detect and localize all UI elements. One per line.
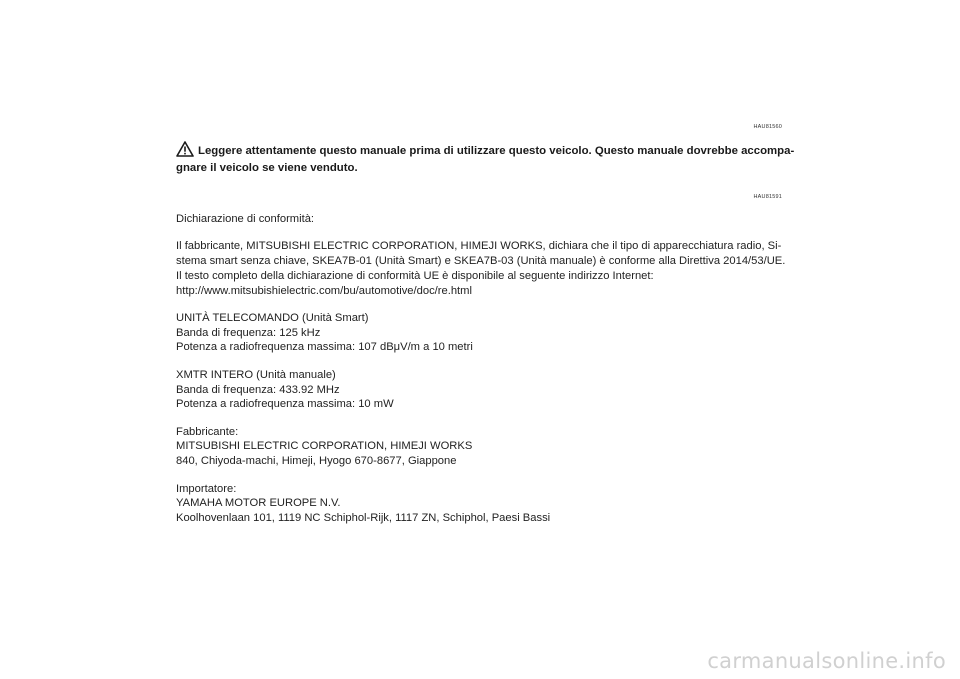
warning-line-2: gnare il veicolo se viene venduto. — [176, 162, 358, 174]
warning-text-1: Leggere attentamente questo manuale prima di utilizzare questo veicolo. Questo manuale dovrebbe accompa- — [198, 145, 795, 157]
xmtr-band: Banda di frequenza: 433.92 MHz — [176, 383, 340, 396]
section-code: HAU81591 — [753, 194, 782, 200]
section-code: HAU81560 — [753, 124, 782, 130]
importer-address: Koolhovenlaan 101, 1119 NC Schiphol-Rijk, 1117 ZN, Schiphol, Paesi Bassi — [176, 511, 551, 524]
warning-block — [176, 141, 795, 177]
importer-label: Importatore: — [176, 482, 237, 495]
watermark: carmanualsonline.info — [707, 649, 946, 673]
importer-name: YAMAHA MOTOR EUROPE N.V. — [176, 497, 341, 510]
declaration-url: http://www.mitsubishielectric.com/bu/automotive/doc/re.html — [176, 284, 472, 297]
manufacturer-address: 840, Chiyoda-machi, Himeji, Hyogo 670-8677, Giappone — [176, 455, 457, 468]
warning-triangle-icon — [176, 141, 194, 157]
declaration-line: stema smart senza chiave, SKEA7B-01 (Unità Smart) e SKEA7B-03 (Unità manuale) è conforme alla Direttiva 2014/53/UE. — [176, 255, 786, 268]
manufacturer-name: MITSUBISHI ELECTRIC CORPORATION, HIMEJI WORKS — [176, 440, 473, 453]
xmtr-title: XMTR INTERO (Unità manuale) — [176, 368, 336, 381]
manufacturer-label: Fabbricante: — [176, 425, 239, 438]
remote-unit-power: Potenza a radiofrequenza massima: 107 dBμV/m a 10 metri — [176, 341, 473, 354]
declaration-text — [176, 212, 788, 526]
remote-unit-title: UNITÀ TELECOMANDO (Unità Smart) — [176, 312, 369, 325]
declaration-line: Il fabbricante, MITSUBISHI ELECTRIC CORPORATION, HIMEJI WORKS, dichiara che il tipo di apparecchiatura radio, Si- — [176, 240, 782, 253]
warning-line-1 — [176, 141, 795, 160]
declaration-line: Il testo completo della dichiarazione di conformità UE è disponibile al seguente indirizzo Internet: — [176, 269, 654, 282]
xmtr-power: Potenza a radiofrequenza massima: 10 mW — [176, 398, 394, 411]
declaration-heading: Dichiarazione di conformità: — [176, 213, 315, 225]
remote-unit-band: Banda di frequenza: 125 kHz — [176, 326, 321, 339]
